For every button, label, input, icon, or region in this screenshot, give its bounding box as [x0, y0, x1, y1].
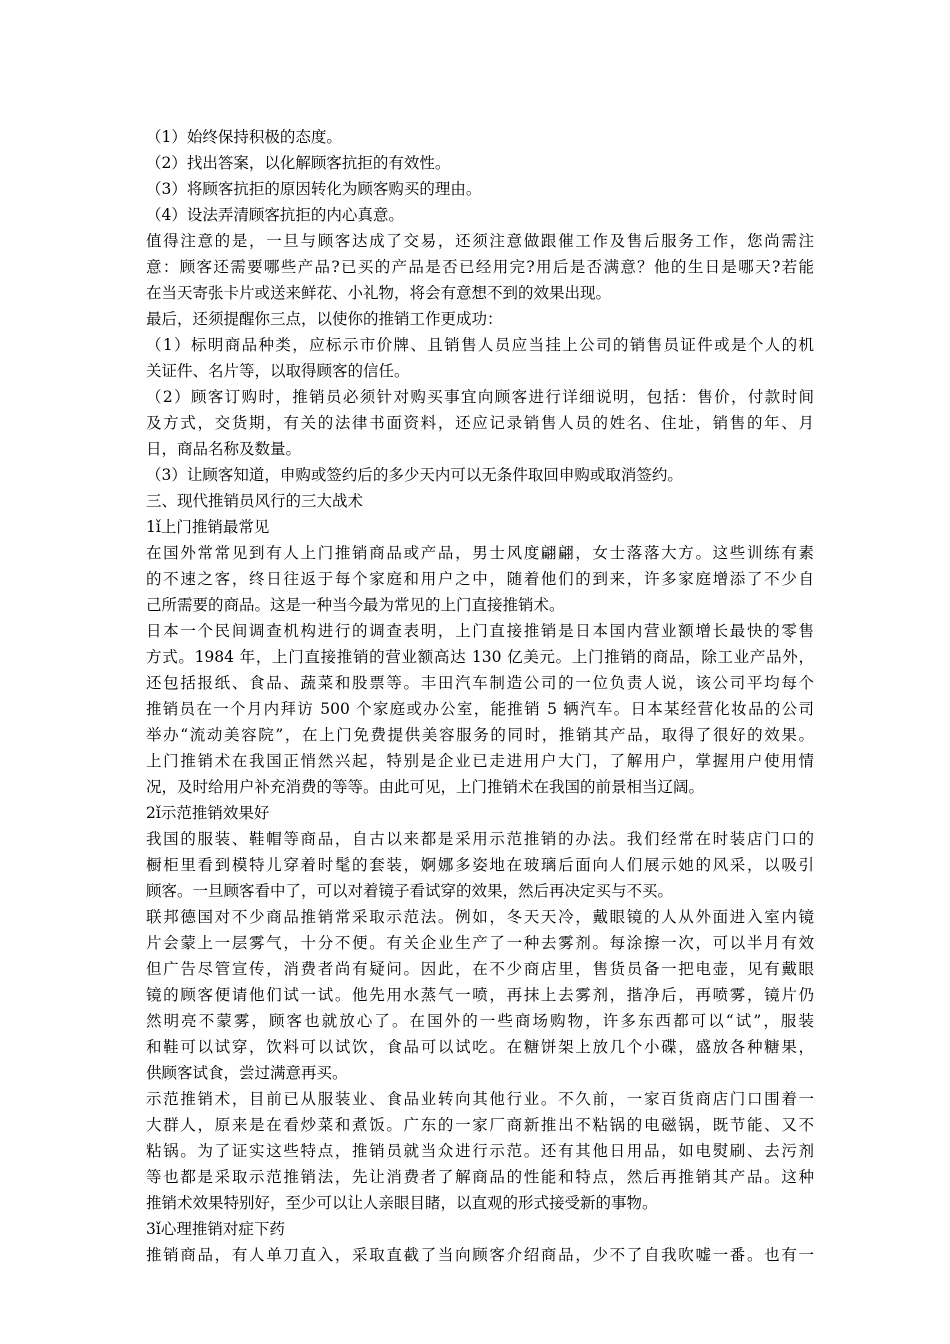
text-line: 三、现代推销员风行的三大战术 [146, 492, 364, 510]
text-line: 3ǐ心理推销对症下药 [146, 1220, 285, 1238]
text-line: 粘锅。为了证实这些特点，推销员就当众进行示范。还有其他日用品，如电熨刷、去污剂 [146, 1142, 814, 1160]
text-line: 然明亮不蒙雾，顾客也就放心了。在国外的一些商场购物，许多东西都可以“试”，服装 [146, 1012, 814, 1030]
text-line: 方式。1984 年，上门直接推销的营业额高达 130 亿美元。上门推销的商品，除工业产品外， [146, 648, 814, 666]
text-line: 但广告尽管宣传，消费者尚有疑问。因此，在不少商店里，售货员备一把电壶，见有戴眼 [146, 960, 814, 978]
text-line: （2）顾客订购时，推销员必须针对购买事宜向顾客进行详细说明，包括：售价，付款时间 [146, 388, 814, 406]
text-line: 的不速之客，终日往返于每个家庭和用户之中，随着他们的到来，许多家庭增添了不少自 [146, 570, 814, 588]
text-line: 日，商品名称及数量。 [146, 440, 302, 458]
text-line: 推销员在一个月内拜访 500 个家庭或办公室，能推销 5 辆汽车。日本某经营化妆品的公司 [146, 700, 814, 718]
text-line: 推销术效果特别好，至少可以让人亲眼目睹，以直观的形式接受新的事物。 [146, 1194, 658, 1212]
document-body [146, 124, 814, 1268]
text-line: 2ǐ示范推销效果好 [146, 804, 270, 822]
text-line: 日本一个民间调查机构进行的调查表明，上门直接推销是日本国内营业额增长最快的零售 [146, 622, 814, 640]
text-line: （1）标明商品种类，应标示市价牌、且销售人员应当挂上公司的销售员证件或是个人的机 [146, 336, 814, 354]
text-line: （2）找出答案，以化解顾客抗拒的有效性。 [146, 154, 451, 172]
text-line: 在当天寄张卡片或送来鲜花、小礼物，将会有意想不到的效果出现。 [146, 284, 612, 302]
text-line: 及方式，交货期，有关的法律书面资料，还应记录销售人员的姓名、住址，销售的年、月 [146, 414, 814, 432]
text-line: 供顾客试食，尝过满意再买。 [146, 1064, 348, 1082]
text-line: 大群人，原来是在看炒菜和煮饭。广东的一家厂商新推出不粘锅的电磁锅，既节能、又不 [146, 1116, 814, 1134]
text-line: （3）让顾客知道，申购或签约后的多少天内可以无条件取回申购或取消签约。 [146, 466, 683, 484]
text-line: 我国的服装、鞋帽等商品，自古以来都是采用示范推销的办法。我们经常在时装店门口的 [146, 830, 814, 848]
text-line: 意：顾客还需要哪些产品?已买的产品是否已经用完?用后是否满意？他的生日是哪天?若能 [146, 258, 814, 276]
text-line: 推销商品，有人单刀直入，采取直截了当向顾客介绍商品，少不了自我吹嘘一番。也有一 [146, 1246, 814, 1264]
text-line: 值得注意的是，一旦与顾客达成了交易，还须注意做跟催工作及售后服务工作，您尚需注 [146, 232, 814, 250]
text-line: 顾客。一旦顾客看中了，可以对着镜子看试穿的效果，然后再决定买与不买。 [146, 882, 674, 900]
text-line: 示范推销术，目前已从服装业、食品业转向其他行业。不久前，一家百货商店门口围着一 [146, 1090, 814, 1108]
text-line: 还包括报纸、食品、蔬菜和股票等。丰田汽车制造公司的一位负责人说，该公司平均每个 [146, 674, 814, 692]
text-line: 1ǐ上门推销最常见 [146, 518, 270, 536]
text-line: 镜的顾客便请他们试一试。他先用水蒸气一喷，再抹上去雾剂，揩净后，再喷雾，镜片仍 [146, 986, 814, 1004]
text-line: （3）将顾客抗拒的原因转化为顾客购买的理由。 [146, 180, 482, 198]
text-line: （1）始终保持积极的态度。 [146, 128, 342, 146]
text-line: 最后，还须提醒你三点，以使你的推销工作更成功： [146, 310, 503, 328]
text-line: 在国外常常见到有人上门推销商品或产品，男士风度翩翩，女士落落大方。这些训练有素 [146, 544, 814, 562]
text-line: 联邦德国对不少商品推销常采取示范法。例如，冬天天冷，戴眼镜的人从外面进入室内镜 [146, 908, 814, 926]
text-line: 关证件、名片等，以取得顾客的信任。 [146, 362, 410, 380]
text-line: 上门推销术在我国正悄然兴起，特别是企业已走进用户大门，了解用户，掌握用户使用情 [146, 752, 814, 770]
text-line: （4）设法弄清顾客抗拒的内心真意。 [146, 206, 404, 224]
text-line: 况，及时给用户补充消费的等等。由此可见，上门推销术在我国的前景相当辽阔。 [146, 778, 705, 796]
text-line: 己所需要的商品。这是一种当今最为常见的上门直接推销术。 [146, 596, 565, 614]
text-line: 等也都是采取示范推销法，先让消费者了解商品的性能和特点，然后再推销其产品。这种 [146, 1168, 814, 1186]
text-line: 举办“流动美容院”，在上门免费提供美容服务的同时，推销其产品，取得了很好的效果。 [146, 726, 814, 744]
text-line: 片会蒙上一层雾气，十分不便。有关企业生产了一种去雾剂。每涂擦一次，可以半月有效 [146, 934, 814, 952]
text-line: 橱柜里看到模特儿穿着时髦的套装，婀娜多姿地在玻璃后面向人们展示她的风采，以吸引 [146, 856, 814, 874]
text-line: 和鞋可以试穿，饮料可以试饮，食品可以试吃。在糖饼架上放几个小碟，盛放各种糖果， [146, 1038, 814, 1056]
